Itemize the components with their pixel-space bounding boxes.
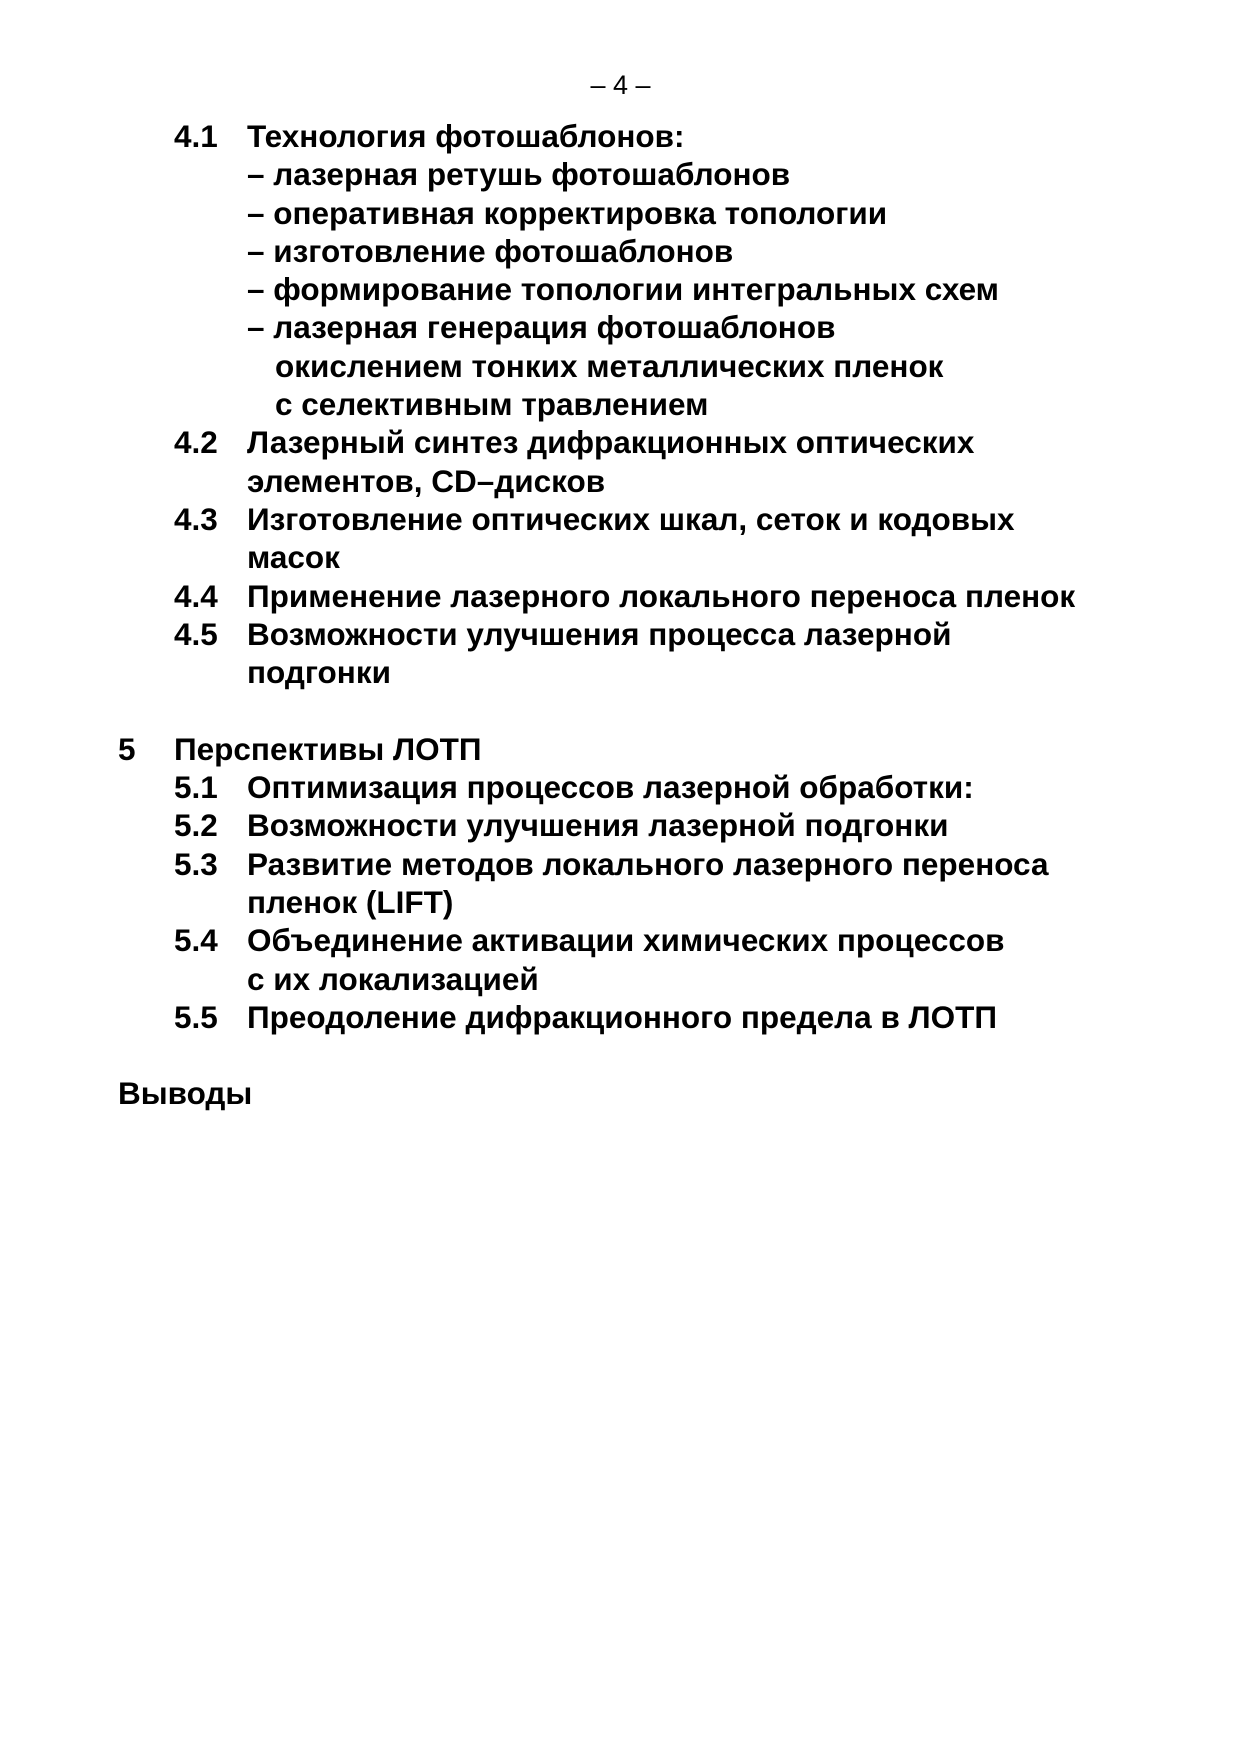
toc-item-number: 5.5 <box>174 998 218 1035</box>
toc-item-5-1 <box>118 768 1198 806</box>
toc-item-number: 5.3 <box>174 845 218 882</box>
toc-item-number: 5.2 <box>174 807 218 844</box>
table-of-contents <box>118 117 1198 1113</box>
toc-item-number: 4.2 <box>174 424 218 461</box>
toc-item-4-4 <box>118 577 1198 615</box>
toc-item-number: 4.4 <box>174 577 218 614</box>
toc-item-title: Возможности улучшения лазерной подгонки <box>247 807 949 844</box>
toc-bullet: – изготовление фотошаблонов <box>247 232 734 269</box>
toc-item-title-continuation: с их локализацией <box>247 960 539 997</box>
toc-bullet-continuation: с селективным травлением <box>275 386 709 423</box>
toc-item-4-5 <box>118 615 1198 692</box>
toc-item-4-2 <box>118 423 1198 500</box>
toc-item-5-4 <box>118 921 1198 998</box>
toc-conclusions: Выводы <box>118 1075 253 1112</box>
spacer <box>118 691 1198 729</box>
toc-item-title: Изготовление оптических шкал, сеток и кодовых <box>247 500 1015 537</box>
toc-item-number: 5.1 <box>174 769 218 806</box>
toc-item-number: 4.1 <box>174 118 218 154</box>
toc-bullet: – формирование топологии интегральных схем <box>247 271 999 308</box>
toc-section-number: 5 <box>118 730 136 767</box>
toc-item-4-3 <box>118 500 1198 577</box>
toc-bullet: – лазерная ретушь фотошаблонов <box>247 156 791 193</box>
toc-bullet: – лазерная генерация фотошаблонов <box>247 309 836 346</box>
toc-item-title-continuation: пленок (LIFT) <box>247 883 454 920</box>
toc-item-5-5 <box>118 998 1198 1036</box>
toc-item-number: 4.3 <box>174 500 218 537</box>
toc-item-number: 5.4 <box>174 922 218 959</box>
toc-item-title: Преодоление дифракционного предела в ЛОТП <box>247 998 998 1035</box>
toc-bullet-continuation: окислением тонких металлических пленок <box>275 347 944 384</box>
toc-item-4-1 <box>118 117 1198 155</box>
toc-item-title: Применение лазерного локального переноса пленок <box>247 577 1076 614</box>
toc-item-title: Лазерный синтез дифракционных оптических <box>247 424 975 461</box>
toc-item-number: 4.5 <box>174 615 218 652</box>
toc-bullet: – оперативная корректировка топологии <box>247 194 888 231</box>
toc-section-5 <box>118 730 1198 768</box>
toc-item-title-continuation: масок <box>247 539 340 576</box>
toc-item-title: Технология фотошаблонов: <box>247 118 685 154</box>
toc-item-title: Объединение активации химических процессов <box>247 922 1005 959</box>
toc-item-5-2 <box>118 806 1198 844</box>
toc-item-title: Развитие методов локального лазерного переноса <box>247 845 1049 882</box>
toc-item-5-3 <box>118 845 1198 922</box>
toc-section-title: Перспективы ЛОТП <box>174 730 482 767</box>
toc-item-title-continuation: подгонки <box>247 654 391 691</box>
toc-item-title: Оптимизация процессов лазерной обработки: <box>247 769 974 806</box>
page-number: – 4 – <box>590 70 651 100</box>
spacer <box>118 1036 1198 1074</box>
toc-item-title: Возможности улучшения процесса лазерной <box>247 615 952 652</box>
toc-item-title-continuation: элементов, CD–дисков <box>247 462 606 499</box>
